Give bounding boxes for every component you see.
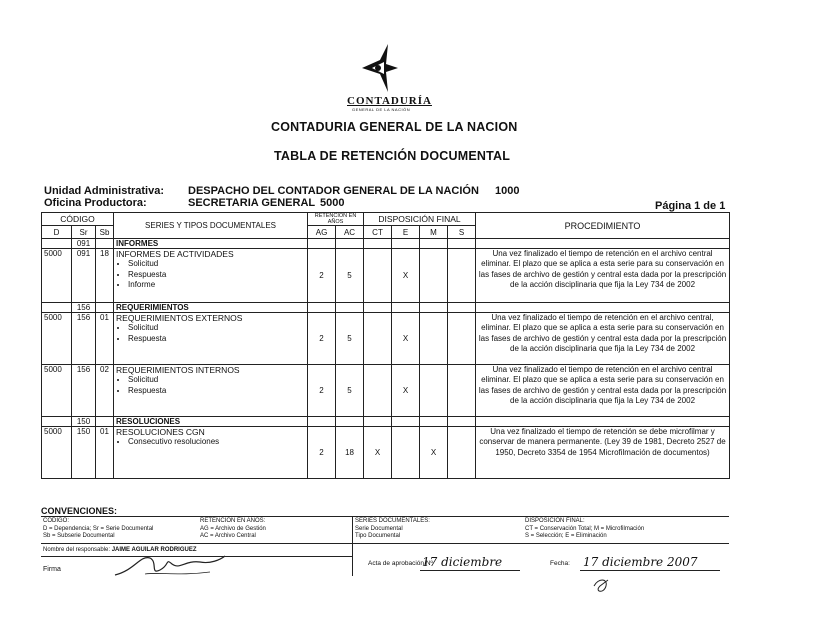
office-value: SECRETARIA GENERAL <box>188 197 316 209</box>
header-m: M <box>420 226 448 239</box>
cell-s <box>448 427 476 479</box>
header-d: D <box>42 226 72 239</box>
header-retention: RETENCIÓN EN AÑOS <box>308 213 364 226</box>
signature-label: Firma <box>43 566 61 573</box>
approval-value: 17 diciembre <box>422 555 503 569</box>
tipo-item: • Respuesta <box>128 386 305 397</box>
series-code: 156 <box>72 303 96 313</box>
tipo-item: • Solicitud <box>128 323 305 334</box>
cell-m <box>420 249 448 303</box>
cell-ct <box>364 313 392 365</box>
header-code: CÓDIGO <box>42 213 114 226</box>
cell-ag: 2 <box>308 365 336 417</box>
cell-d: 5000 <box>42 427 72 479</box>
cell-e: X <box>392 365 420 417</box>
logo-subtitle: GENERAL DE LA NACIÓN <box>352 107 411 112</box>
cell-sb: 02 <box>96 365 114 417</box>
header-ct: CT <box>364 226 392 239</box>
tipo-item: • Consecutivo resoluciones <box>128 437 305 448</box>
convention-series-title: SERIES DOCUMENTALES: <box>355 518 430 524</box>
cell-e <box>392 427 420 479</box>
tipo-item: • Respuesta <box>128 270 305 281</box>
cell-ac: 5 <box>336 249 364 303</box>
subseries-name: INFORMES DE ACTIVIDADES <box>116 249 234 259</box>
table-row <box>42 313 730 365</box>
header-ag: AG <box>308 226 336 239</box>
date-label: Fecha: <box>550 560 570 567</box>
convention-code-line: D = Dependencia; Sr = Serie Documental <box>43 525 154 532</box>
cell-e: X <box>392 249 420 303</box>
cell-sb: 18 <box>96 249 114 303</box>
table-row <box>42 365 730 417</box>
cell-ag: 2 <box>308 427 336 479</box>
subseries-name: REQUERIMIENTOS EXTERNOS <box>116 313 243 323</box>
cell-subseries <box>114 313 308 365</box>
date-value: 17 diciembre 2007 <box>583 555 698 569</box>
cell-s <box>448 313 476 365</box>
table-row <box>42 417 730 427</box>
convention-code-title: CODIGO: <box>43 518 70 524</box>
table-row <box>42 249 730 303</box>
series-name: RESOLUCIONES <box>114 417 308 427</box>
convention-retention-line: AC = Archivo Central <box>200 533 256 539</box>
subseries-name: RESOLUCIONES CGN <box>116 427 205 437</box>
cell-d: 5000 <box>42 249 72 303</box>
cell-ag: 2 <box>308 249 336 303</box>
cell-subseries <box>114 427 308 479</box>
cell-procedure: Una vez finalizado el tiempo de retención en el archivo central, eliminar. El plazo que se aplica a esta serie para su conservación en las fases de archivo de gestión y central esta dada por la prescripción de la acción disciplinaria que fija la Ley 734 de 2002 <box>476 313 730 365</box>
cell-sr: 091 <box>72 249 96 303</box>
series-name: INFORMES <box>114 239 308 249</box>
cell-m <box>420 313 448 365</box>
tipo-item: • Informe <box>128 280 305 291</box>
cell-ct: X <box>364 427 392 479</box>
cell-s <box>448 249 476 303</box>
header-e: E <box>392 226 420 239</box>
convention-disposition-line: CT = Conservación Total; M = Microfilmación <box>525 525 645 532</box>
header-sr: Sr <box>72 226 96 239</box>
cell-subseries <box>114 365 308 417</box>
conventions-title: CONVENCIONES: <box>41 506 118 516</box>
header-s: S <box>448 226 476 239</box>
cell-m: X <box>420 427 448 479</box>
office-code: 5000 <box>320 197 345 209</box>
cell-ac: 5 <box>336 365 364 417</box>
cell-subseries <box>114 249 308 303</box>
convention-series <box>355 518 430 541</box>
tipo-item: • Solicitud <box>128 259 305 270</box>
cell-procedure: Una vez finalizado el tiempo de retención se debe microfilmar y conservar de manera permanente. (Ley 39 de 1981, Decreto 2527 de 1950, Decreto 3354 de 1954 Microfilmación de documentos) <box>476 427 730 479</box>
convention-disposition <box>525 518 644 541</box>
cell-d: 5000 <box>42 365 72 417</box>
convention-disposition-title: DISPOSICIÓN FINAL: <box>525 518 585 524</box>
cell-sb: 01 <box>96 313 114 365</box>
approval-label: Acta de aprobación Nº <box>368 560 433 567</box>
cell-ac: 5 <box>336 313 364 365</box>
cell-procedure: Una vez finalizado el tiempo de retención en el archivo central eliminar. El plazo que se aplica a esta serie para su conservación en las fases de archivo de gestión y central esta dada por la prescripción de la acción disciplinaria que fija la Ley 734 de 2002 <box>476 249 730 303</box>
convention-retention <box>200 518 266 541</box>
retention-table <box>41 212 730 479</box>
convention-retention-line: AG = Archivo de Gestión <box>200 525 266 532</box>
convention-series-line: Tipo Documental <box>355 533 401 539</box>
cell-sr: 156 <box>72 365 96 417</box>
admin-unit-label: Unidad Administrativa: <box>44 185 164 197</box>
series-code: 091 <box>72 239 96 249</box>
tipo-item: • Solicitud <box>128 375 305 386</box>
header-procedure: PROCEDIMIENTO <box>476 213 730 239</box>
convention-retention-title: RETENCIÓN EN AÑOS: <box>200 518 266 524</box>
cell-s <box>448 365 476 417</box>
cell-ct <box>364 365 392 417</box>
cell-m <box>420 365 448 417</box>
header-series: SERIES Y TIPOS DOCUMENTALES <box>114 213 308 239</box>
initials-mark-icon <box>590 576 614 596</box>
entity-title: CONTADURIA GENERAL DE LA NACION <box>271 120 518 134</box>
table-row <box>42 303 730 313</box>
cell-ac: 18 <box>336 427 364 479</box>
admin-unit-code: 1000 <box>495 185 520 197</box>
cell-e: X <box>392 313 420 365</box>
logo-wordmark: CONTADURÍA <box>347 95 432 107</box>
document-title: TABLA DE RETENCIÓN DOCUMENTAL <box>274 149 511 163</box>
convention-code-line: Sb = Subserie Documental <box>43 533 115 539</box>
cell-ag: 2 <box>308 313 336 365</box>
cell-sr: 150 <box>72 427 96 479</box>
responsible-name: JAIME AGUILAR RODRIGUEZ <box>111 547 197 553</box>
series-code: 150 <box>72 417 96 427</box>
series-name: REQUERIMIENTOS <box>114 303 308 313</box>
cell-ct <box>364 249 392 303</box>
header-sb: Sb <box>96 226 114 239</box>
tipo-item: • Respuesta <box>128 334 305 345</box>
table-row <box>42 239 730 249</box>
responsible-label: Nombre del responsable: <box>43 547 111 553</box>
admin-unit-value: DESPACHO DEL CONTADOR GENERAL DE LA NACIÓN <box>188 185 479 197</box>
cell-sr: 156 <box>72 313 96 365</box>
convention-code <box>43 518 153 541</box>
convention-series-line: Serie Documental <box>355 525 403 532</box>
office-label: Oficina Productora: <box>44 197 147 209</box>
convention-disposition-line: S = Selección; E = Eliminación <box>525 533 607 539</box>
subseries-name: REQUERIMIENTOS INTERNOS <box>116 365 240 375</box>
header-ac: AC <box>336 226 364 239</box>
page-number: Página 1 de 1 <box>655 200 726 212</box>
cell-d: 5000 <box>42 313 72 365</box>
cell-sb: 01 <box>96 427 114 479</box>
header-disposition: DISPOSICIÓN FINAL <box>364 213 476 226</box>
cell-procedure: Una vez finalizado el tiempo de retención en el archivo central eliminar. El plazo que se aplica a esta serie para su conservación en las fases de archivo de gestión y central esta dada por la prescripción de la acción disciplinaria que fija la Ley 734 de 2002 <box>476 365 730 417</box>
table-row <box>42 427 730 479</box>
cgn-logo-icon <box>358 42 408 94</box>
signature-icon <box>110 550 230 580</box>
